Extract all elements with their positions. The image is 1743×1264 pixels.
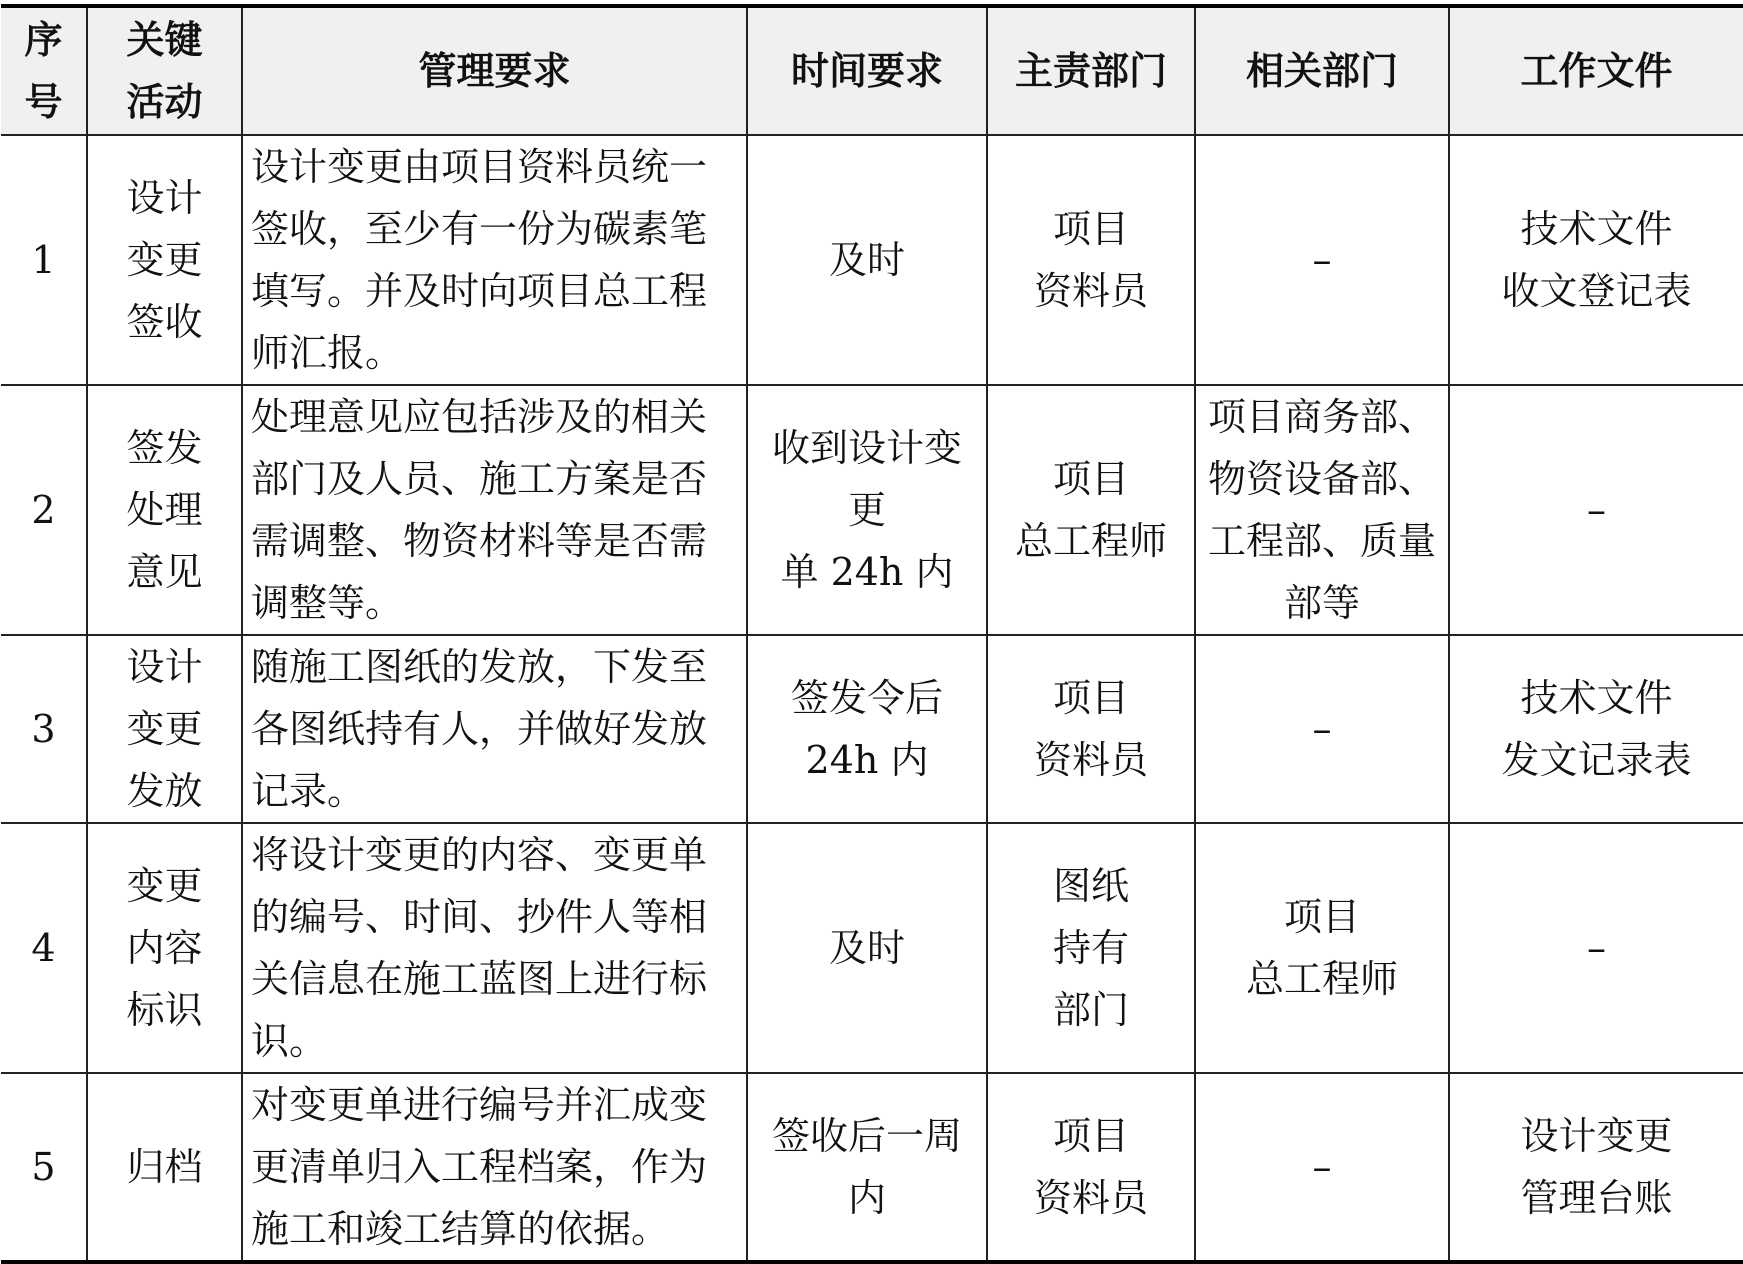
cell-file: 技术文件 发文记录表 <box>1449 635 1743 823</box>
cell-no: 4 <box>1 823 87 1073</box>
cell-no: 5 <box>1 1073 87 1262</box>
cell-related: – <box>1195 1073 1449 1262</box>
header-related: 相关部门 <box>1195 6 1449 135</box>
cell-owner: 项目 资料员 <box>987 135 1195 385</box>
cell-time: 及时 <box>747 823 987 1073</box>
cell-time: 签发令后 24h 内 <box>747 635 987 823</box>
cell-file: – <box>1449 385 1743 635</box>
cell-owner: 项目 资料员 <box>987 1073 1195 1262</box>
cell-requirement: 设计变更由项目资料员统一签收，至少有一份为碳素笔填写。并及时向项目总工程师汇报。 <box>242 135 747 385</box>
cell-time: 及时 <box>747 135 987 385</box>
header-activity: 关键 活动 <box>87 6 242 135</box>
header-no: 序 号 <box>1 6 87 135</box>
table-row <box>1 135 1743 385</box>
cell-file: – <box>1449 823 1743 1073</box>
table-row <box>1 823 1743 1073</box>
table-row <box>1 1073 1743 1262</box>
cell-no: 1 <box>1 135 87 385</box>
cell-time: 签收后一周内 <box>747 1073 987 1262</box>
cell-no: 2 <box>1 385 87 635</box>
cell-owner: 图纸 持有 部门 <box>987 823 1195 1073</box>
cell-file: 设计变更 管理台账 <box>1449 1073 1743 1262</box>
header-row <box>1 6 1743 135</box>
cell-related: 项目商务部、物资设备部、工程部、质量部等 <box>1195 385 1449 635</box>
cell-owner: 项目 资料员 <box>987 635 1195 823</box>
cell-time: 收到设计变更 单 24h 内 <box>747 385 987 635</box>
header-requirement: 管理要求 <box>242 6 747 135</box>
cell-requirement: 随施工图纸的发放，下发至各图纸持有人，并做好发放记录。 <box>242 635 747 823</box>
cell-related: 项目 总工程师 <box>1195 823 1449 1073</box>
cell-requirement: 处理意见应包括涉及的相关部门及人员、施工方案是否需调整、物资材料等是否需调整等。 <box>242 385 747 635</box>
cell-activity: 设计 变更 签收 <box>87 135 242 385</box>
header-file: 工作文件 <box>1449 6 1743 135</box>
cell-owner: 项目 总工程师 <box>987 385 1195 635</box>
cell-activity: 归档 <box>87 1073 242 1262</box>
cell-related: – <box>1195 135 1449 385</box>
table-row <box>1 635 1743 823</box>
cell-requirement: 将设计变更的内容、变更单的编号、时间、抄件人等相关信息在施工蓝图上进行标识。 <box>242 823 747 1073</box>
cell-activity: 签发 处理 意见 <box>87 385 242 635</box>
cell-related: – <box>1195 635 1449 823</box>
cell-file: 技术文件 收文登记表 <box>1449 135 1743 385</box>
table-row <box>1 385 1743 635</box>
design-change-table <box>1 4 1743 1264</box>
cell-activity: 设计 变更 发放 <box>87 635 242 823</box>
cell-requirement: 对变更单进行编号并汇成变更清单归入工程档案，作为施工和竣工结算的依据。 <box>242 1073 747 1262</box>
header-time: 时间要求 <box>747 6 987 135</box>
header-owner: 主责部门 <box>987 6 1195 135</box>
cell-activity: 变更 内容 标识 <box>87 823 242 1073</box>
cell-no: 3 <box>1 635 87 823</box>
